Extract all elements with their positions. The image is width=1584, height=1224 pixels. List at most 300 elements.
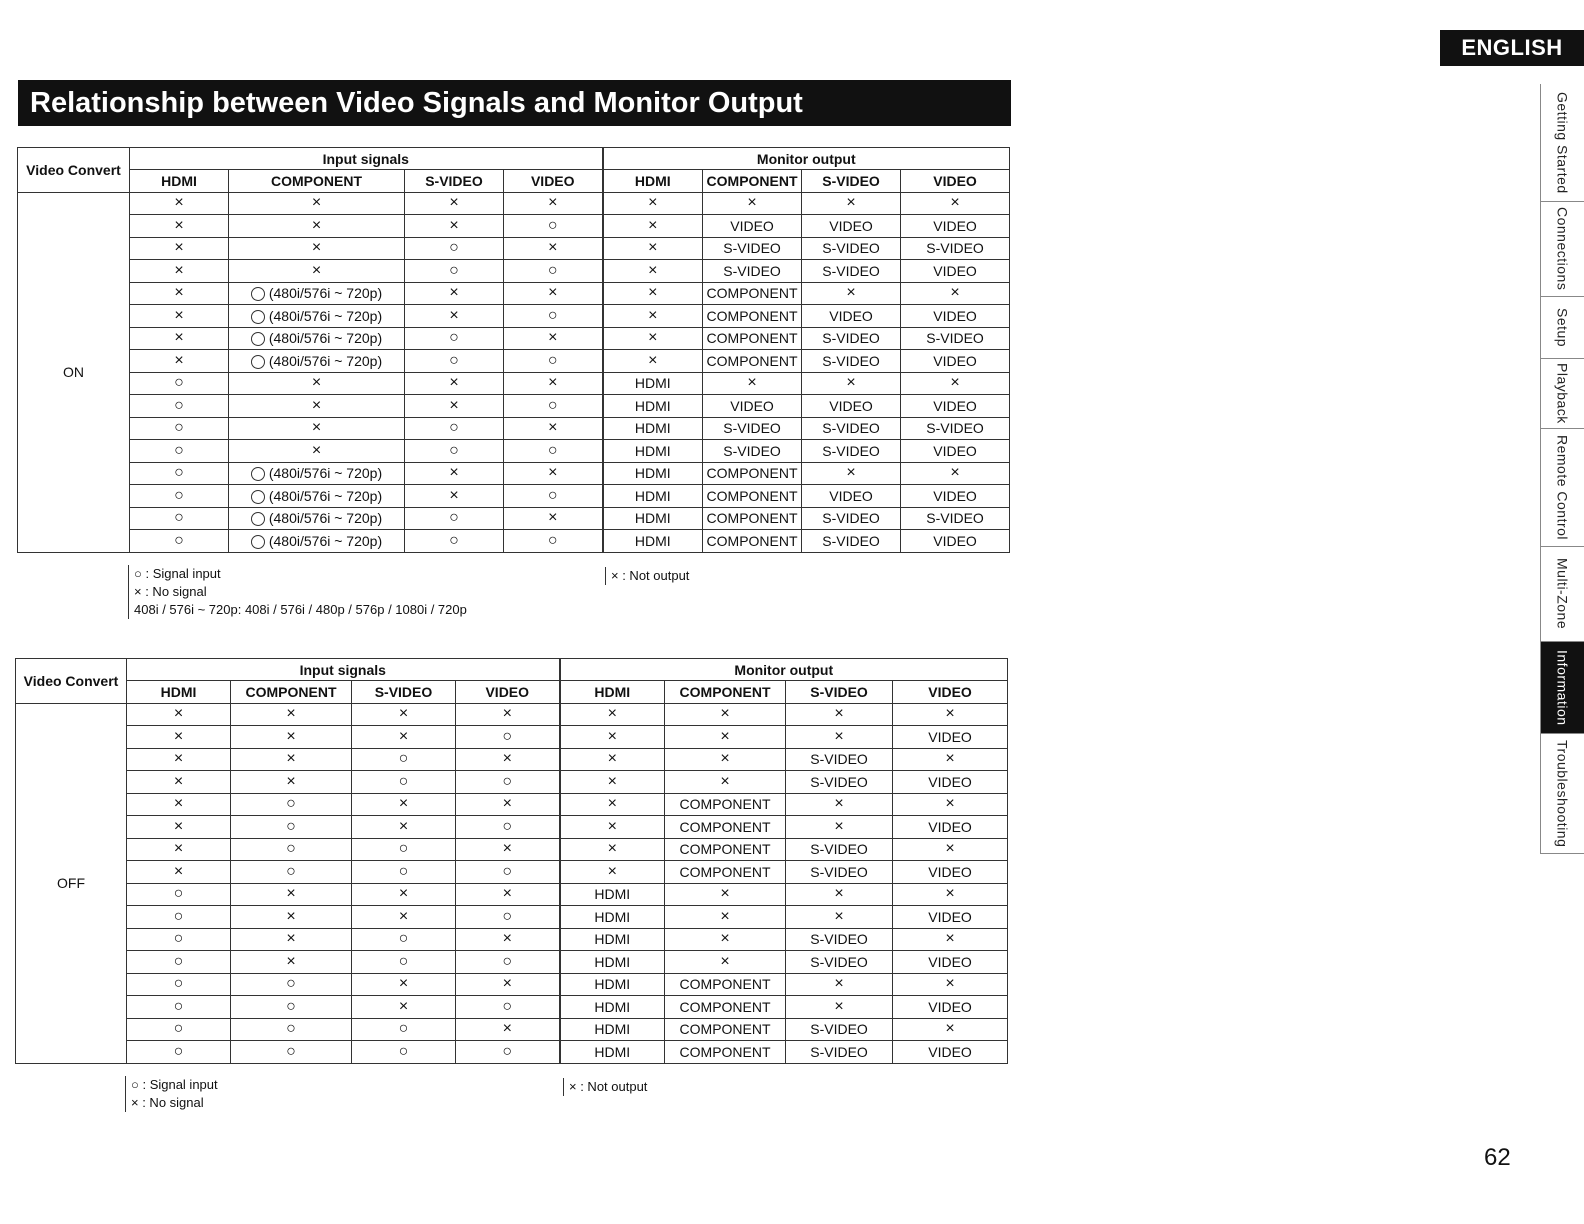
table-cell bbox=[231, 703, 352, 726]
signal-range-text: (480i/576i ~ 720p) bbox=[268, 285, 383, 302]
signal-input-icon: ○ bbox=[547, 351, 558, 369]
table-row bbox=[16, 883, 1008, 906]
table-cell bbox=[901, 485, 1010, 508]
output-value: S-VIDEO bbox=[926, 330, 984, 347]
table-cell bbox=[901, 215, 1010, 238]
signal-input-icon: ○ bbox=[502, 862, 513, 880]
table-cell bbox=[703, 417, 802, 440]
table-row bbox=[16, 703, 1008, 726]
table-cell bbox=[231, 793, 352, 816]
table-cell bbox=[352, 996, 456, 1019]
signal-input-icon: ○ bbox=[547, 306, 558, 324]
table-cell bbox=[130, 507, 229, 530]
output-value: COMPONENT bbox=[706, 352, 798, 369]
no-signal-icon: × bbox=[834, 975, 844, 993]
table-cell bbox=[893, 928, 1008, 951]
table-cell bbox=[603, 327, 703, 350]
signal-input-icon: ○ bbox=[286, 840, 296, 858]
table-cell bbox=[127, 726, 231, 749]
table-cell bbox=[703, 350, 802, 373]
no-signal-icon: × bbox=[720, 772, 730, 790]
signal-input-icon bbox=[251, 490, 265, 504]
table-cell bbox=[352, 1041, 456, 1064]
table-cell bbox=[802, 507, 901, 530]
no-signal-icon: × bbox=[548, 374, 558, 392]
signal-input-icon: ○ bbox=[174, 531, 184, 549]
output-value: HDMI bbox=[594, 931, 631, 948]
table-cell bbox=[352, 816, 456, 839]
side-tab-connections[interactable] bbox=[1540, 202, 1584, 297]
table-cell bbox=[703, 282, 802, 305]
no-signal-icon: × bbox=[286, 750, 296, 768]
no-signal-icon: × bbox=[173, 817, 184, 835]
table-row bbox=[16, 951, 1008, 974]
output-value: S-VIDEO bbox=[822, 240, 880, 257]
no-signal-icon: × bbox=[174, 239, 184, 257]
table-row bbox=[16, 973, 1008, 996]
no-signal-icon: × bbox=[286, 907, 296, 925]
legend-range-note: 408i / 576i ~ 720p: 408i / 576i / 480p / 576p / 1080i / 720p bbox=[134, 602, 467, 617]
no-signal-icon: × bbox=[311, 261, 322, 279]
output-value: S-VIDEO bbox=[926, 420, 984, 437]
table-cell bbox=[405, 350, 504, 373]
output-value: VIDEO bbox=[928, 908, 972, 925]
table-cell bbox=[703, 462, 802, 485]
table-cell bbox=[665, 1018, 786, 1041]
table-cell bbox=[231, 951, 352, 974]
table-cell bbox=[901, 440, 1010, 463]
table-cell bbox=[802, 440, 901, 463]
no-signal-icon: × bbox=[945, 750, 955, 768]
table-cell bbox=[703, 440, 802, 463]
table-cell bbox=[229, 327, 405, 350]
side-tab-label: Setup bbox=[1554, 307, 1571, 348]
no-signal-icon: × bbox=[311, 194, 322, 212]
table-cell bbox=[802, 485, 901, 508]
no-signal-icon: × bbox=[720, 907, 730, 925]
table-cell bbox=[560, 816, 665, 839]
legend-no-signal: × : No signal bbox=[131, 1095, 204, 1110]
no-signal-icon: × bbox=[502, 795, 512, 813]
legend-off bbox=[125, 1076, 218, 1112]
table-cell bbox=[405, 485, 504, 508]
table-row bbox=[18, 260, 1010, 283]
output-value: COMPONENT bbox=[679, 1021, 771, 1038]
output-value: S-VIDEO bbox=[723, 262, 781, 279]
table-row bbox=[18, 350, 1010, 373]
no-signal-icon: × bbox=[945, 795, 955, 813]
table-cell bbox=[504, 395, 603, 418]
signal-input-icon: ○ bbox=[173, 930, 184, 948]
table-row bbox=[18, 192, 1010, 215]
table-cell bbox=[229, 440, 405, 463]
signal-input-icon: ○ bbox=[173, 975, 184, 993]
no-signal-icon: × bbox=[502, 1020, 512, 1038]
side-tab-getting-started[interactable] bbox=[1540, 84, 1584, 202]
no-signal-icon: × bbox=[945, 930, 955, 948]
table-cell bbox=[405, 440, 504, 463]
table-cell bbox=[130, 462, 229, 485]
table-cell bbox=[665, 996, 786, 1019]
table-cell bbox=[786, 1041, 893, 1064]
table-cell bbox=[456, 883, 560, 906]
table-cell bbox=[560, 996, 665, 1019]
no-signal-icon: × bbox=[449, 216, 459, 234]
table-cell bbox=[560, 951, 665, 974]
no-signal-icon: × bbox=[311, 239, 322, 257]
no-signal-icon: × bbox=[174, 284, 184, 302]
no-signal-icon: × bbox=[174, 261, 184, 279]
table-cell bbox=[893, 951, 1008, 974]
no-signal-icon: × bbox=[174, 216, 184, 234]
table-cell bbox=[893, 861, 1008, 884]
video-convert-header: Video Convert bbox=[18, 148, 130, 193]
table-cell bbox=[802, 282, 901, 305]
side-tab-playback[interactable] bbox=[1540, 359, 1584, 429]
signal-input-icon: ○ bbox=[174, 374, 184, 392]
no-signal-icon: × bbox=[502, 750, 512, 768]
no-signal-icon: × bbox=[449, 374, 459, 392]
table-cell bbox=[127, 703, 231, 726]
table-cell bbox=[560, 906, 665, 929]
table-cell bbox=[901, 417, 1010, 440]
table-cell bbox=[405, 192, 504, 215]
no-signal-icon: × bbox=[648, 194, 658, 212]
table-cell bbox=[901, 350, 1010, 373]
table-cell bbox=[603, 372, 703, 395]
table-cell bbox=[456, 996, 560, 1019]
table-cell bbox=[229, 462, 405, 485]
table-cell bbox=[665, 973, 786, 996]
no-signal-icon: × bbox=[950, 374, 960, 392]
table-cell bbox=[703, 372, 802, 395]
signal-input-icon: ○ bbox=[174, 396, 184, 414]
signal-input-icon: ○ bbox=[449, 509, 459, 527]
no-signal-icon: × bbox=[502, 705, 512, 723]
table-cell bbox=[229, 237, 405, 260]
table-cell bbox=[504, 462, 603, 485]
side-tab-troubleshooting[interactable] bbox=[1540, 734, 1584, 854]
output-value: VIDEO bbox=[928, 953, 972, 970]
table-cell bbox=[703, 327, 802, 350]
no-signal-icon: × bbox=[607, 727, 617, 745]
output-value: HDMI bbox=[634, 442, 671, 459]
table-cell bbox=[405, 372, 504, 395]
output-value: HDMI bbox=[634, 397, 671, 414]
signal-input-icon: ○ bbox=[173, 885, 184, 903]
table-cell bbox=[893, 793, 1008, 816]
signal-input-icon: ○ bbox=[547, 441, 558, 459]
signal-input-icon: ○ bbox=[502, 997, 513, 1015]
no-signal-icon: × bbox=[449, 284, 459, 302]
table-cell bbox=[665, 861, 786, 884]
table-cell bbox=[130, 395, 229, 418]
no-signal-icon: × bbox=[548, 239, 558, 257]
output-s-video-header: S-VIDEO bbox=[802, 170, 901, 193]
table-cell bbox=[901, 327, 1010, 350]
output-value: VIDEO bbox=[928, 1043, 972, 1060]
table-cell bbox=[560, 928, 665, 951]
no-signal-icon: × bbox=[311, 396, 322, 414]
table-cell bbox=[130, 372, 229, 395]
output-value: COMPONENT bbox=[706, 510, 798, 527]
table-cell bbox=[130, 350, 229, 373]
output-value: VIDEO bbox=[730, 217, 774, 234]
output-value: S-VIDEO bbox=[822, 262, 880, 279]
no-signal-icon: × bbox=[286, 772, 296, 790]
table-row bbox=[16, 906, 1008, 929]
output-s-video-header: S-VIDEO bbox=[786, 681, 893, 704]
output-value: VIDEO bbox=[933, 307, 977, 324]
output-hdmi-header: HDMI bbox=[560, 681, 665, 704]
table-cell bbox=[127, 748, 231, 771]
table-cell bbox=[229, 282, 405, 305]
table-cell bbox=[893, 838, 1008, 861]
table-cell bbox=[560, 703, 665, 726]
table-cell bbox=[504, 215, 603, 238]
table-cell bbox=[127, 1041, 231, 1064]
output-value: COMPONENT bbox=[679, 841, 771, 858]
table-cell bbox=[229, 507, 405, 530]
table-cell bbox=[504, 237, 603, 260]
table-cell bbox=[665, 816, 786, 839]
output-value: S-VIDEO bbox=[723, 442, 781, 459]
table-cell bbox=[352, 906, 456, 929]
table-row bbox=[18, 485, 1010, 508]
table-row bbox=[16, 748, 1008, 771]
output-value: S-VIDEO bbox=[810, 863, 868, 880]
no-signal-icon: × bbox=[286, 705, 296, 723]
output-value: VIDEO bbox=[933, 352, 977, 369]
output-value: VIDEO bbox=[928, 773, 972, 790]
table-cell bbox=[603, 507, 703, 530]
table-cell bbox=[560, 973, 665, 996]
table-cell bbox=[405, 305, 504, 328]
no-signal-icon: × bbox=[720, 727, 730, 745]
table-row bbox=[18, 305, 1010, 328]
table-cell bbox=[352, 726, 456, 749]
output-value: VIDEO bbox=[928, 818, 972, 835]
table-cell bbox=[405, 260, 504, 283]
table-cell bbox=[893, 996, 1008, 1019]
table-cell bbox=[127, 1018, 231, 1041]
table-cell bbox=[504, 440, 603, 463]
table-cell bbox=[901, 305, 1010, 328]
output-value: COMPONENT bbox=[679, 1043, 771, 1060]
table-cell bbox=[352, 973, 456, 996]
no-signal-icon: × bbox=[846, 374, 856, 392]
table-cell bbox=[231, 1041, 352, 1064]
no-signal-icon: × bbox=[607, 772, 617, 790]
signal-input-icon: ○ bbox=[173, 907, 184, 925]
side-tab-label: Multi-Zone bbox=[1554, 558, 1571, 630]
table-cell bbox=[893, 703, 1008, 726]
table-cell bbox=[901, 372, 1010, 395]
table-cell bbox=[703, 507, 802, 530]
signal-input-icon: ○ bbox=[286, 1020, 296, 1038]
table-cell bbox=[665, 951, 786, 974]
no-signal-icon: × bbox=[950, 464, 960, 482]
side-tab-label: Troubleshooting bbox=[1554, 739, 1571, 848]
table-cell bbox=[456, 928, 560, 951]
output-video-header: VIDEO bbox=[893, 681, 1008, 704]
no-signal-icon: × bbox=[502, 840, 512, 858]
output-value: S-VIDEO bbox=[822, 442, 880, 459]
table-cell bbox=[603, 260, 703, 283]
signal-input-icon: ○ bbox=[502, 1042, 513, 1060]
table-cell bbox=[665, 906, 786, 929]
table-row bbox=[18, 462, 1010, 485]
output-value: S-VIDEO bbox=[822, 352, 880, 369]
table-cell bbox=[405, 237, 504, 260]
no-signal-icon: × bbox=[648, 329, 658, 347]
table-cell bbox=[456, 861, 560, 884]
output-value: COMPONENT bbox=[706, 532, 798, 549]
no-signal-icon: × bbox=[548, 284, 558, 302]
output-value: S-VIDEO bbox=[810, 773, 868, 790]
table-cell bbox=[456, 951, 560, 974]
no-signal-icon: × bbox=[311, 374, 322, 392]
legend-signal-input: ○ : Signal input bbox=[131, 1077, 218, 1092]
output-value: VIDEO bbox=[928, 863, 972, 880]
table-cell bbox=[786, 928, 893, 951]
side-tab-label: Information bbox=[1554, 649, 1571, 726]
table-cell bbox=[405, 215, 504, 238]
table-cell bbox=[802, 395, 901, 418]
table-cell bbox=[130, 260, 229, 283]
table-cell bbox=[352, 1018, 456, 1041]
table-cell bbox=[665, 703, 786, 726]
no-signal-icon: × bbox=[398, 795, 409, 813]
signal-input-icon: ○ bbox=[173, 997, 184, 1015]
table-cell bbox=[665, 793, 786, 816]
table-cell bbox=[665, 726, 786, 749]
table-cell bbox=[127, 838, 231, 861]
output-value: HDMI bbox=[594, 998, 631, 1015]
no-signal-icon: × bbox=[607, 705, 617, 723]
signal-input-icon: ○ bbox=[174, 419, 184, 437]
signal-input-icon: ○ bbox=[502, 772, 513, 790]
no-signal-icon: × bbox=[502, 975, 512, 993]
output-value: VIDEO bbox=[933, 262, 977, 279]
signal-input-icon: ○ bbox=[398, 772, 409, 790]
output-value: VIDEO bbox=[829, 397, 873, 414]
table-cell bbox=[504, 282, 603, 305]
table-cell bbox=[352, 838, 456, 861]
table-cell bbox=[703, 260, 802, 283]
no-signal-icon: × bbox=[311, 216, 322, 234]
no-signal-icon: × bbox=[398, 997, 409, 1015]
signal-input-icon: ○ bbox=[398, 1020, 409, 1038]
table-row bbox=[16, 771, 1008, 794]
table-cell bbox=[352, 748, 456, 771]
output-value: VIDEO bbox=[933, 487, 977, 504]
side-tab-information[interactable] bbox=[1540, 642, 1584, 734]
no-signal-icon: × bbox=[648, 351, 658, 369]
table-cell bbox=[786, 726, 893, 749]
no-signal-icon: × bbox=[173, 772, 184, 790]
signal-input-icon: ○ bbox=[502, 952, 513, 970]
output-value: COMPONENT bbox=[706, 465, 798, 482]
table-cell bbox=[130, 305, 229, 328]
table-cell bbox=[603, 417, 703, 440]
output-value: HDMI bbox=[634, 510, 671, 527]
table-cell bbox=[802, 192, 901, 215]
no-signal-icon: × bbox=[398, 727, 409, 745]
table-cell bbox=[893, 1018, 1008, 1041]
table-cell bbox=[786, 703, 893, 726]
monitor-output-header: Monitor output bbox=[560, 659, 1008, 681]
input-s-video-header: S-VIDEO bbox=[405, 170, 504, 193]
table-row bbox=[16, 793, 1008, 816]
table-cell bbox=[893, 726, 1008, 749]
table-cell bbox=[504, 507, 603, 530]
monitor-output-header: Monitor output bbox=[603, 148, 1010, 170]
page-title: Relationship between Video Signals and Monitor Output bbox=[18, 80, 1011, 126]
output-value: VIDEO bbox=[829, 307, 873, 324]
table-cell bbox=[456, 748, 560, 771]
signal-input-icon bbox=[251, 310, 265, 324]
output-value: HDMI bbox=[594, 908, 631, 925]
output-value: S-VIDEO bbox=[822, 330, 880, 347]
table-cell bbox=[560, 726, 665, 749]
table-row bbox=[16, 996, 1008, 1019]
no-signal-icon: × bbox=[834, 907, 844, 925]
table-cell bbox=[130, 282, 229, 305]
table-cell bbox=[504, 372, 603, 395]
no-signal-icon: × bbox=[648, 216, 658, 234]
no-signal-icon: × bbox=[950, 284, 960, 302]
table-cell bbox=[231, 816, 352, 839]
table-row bbox=[18, 327, 1010, 350]
no-signal-icon: × bbox=[173, 795, 184, 813]
output-value: HDMI bbox=[634, 465, 671, 482]
table-cell bbox=[231, 838, 352, 861]
output-value: HDMI bbox=[634, 532, 671, 549]
input-component-header: COMPONENT bbox=[229, 170, 405, 193]
table-cell bbox=[130, 485, 229, 508]
table-cell bbox=[665, 838, 786, 861]
table-cell bbox=[231, 771, 352, 794]
table-cell bbox=[229, 485, 405, 508]
no-signal-icon: × bbox=[945, 885, 955, 903]
table-cell bbox=[802, 260, 901, 283]
output-value: HDMI bbox=[594, 976, 631, 993]
no-signal-icon: × bbox=[173, 750, 184, 768]
side-tab-multi-zone[interactable] bbox=[1540, 547, 1584, 642]
no-signal-icon: × bbox=[648, 239, 658, 257]
no-signal-icon: × bbox=[286, 885, 296, 903]
no-signal-icon: × bbox=[945, 975, 955, 993]
table-cell bbox=[127, 951, 231, 974]
input-hdmi-header: HDMI bbox=[130, 170, 229, 193]
table-cell bbox=[893, 883, 1008, 906]
table-cell bbox=[703, 215, 802, 238]
table-cell bbox=[786, 861, 893, 884]
table-cell bbox=[703, 485, 802, 508]
video-convert-off-table bbox=[15, 658, 1008, 1064]
output-value: COMPONENT bbox=[679, 818, 771, 835]
side-tab-setup[interactable] bbox=[1540, 297, 1584, 359]
legend-signal-input: ○ : Signal input bbox=[134, 566, 221, 581]
table-cell bbox=[802, 462, 901, 485]
output-value: COMPONENT bbox=[706, 307, 798, 324]
table-cell bbox=[504, 192, 603, 215]
table-cell bbox=[504, 530, 603, 553]
side-tab-remote-control[interactable] bbox=[1540, 429, 1584, 547]
signal-range-text: (480i/576i ~ 720p) bbox=[268, 307, 383, 324]
output-value: HDMI bbox=[594, 1021, 631, 1038]
